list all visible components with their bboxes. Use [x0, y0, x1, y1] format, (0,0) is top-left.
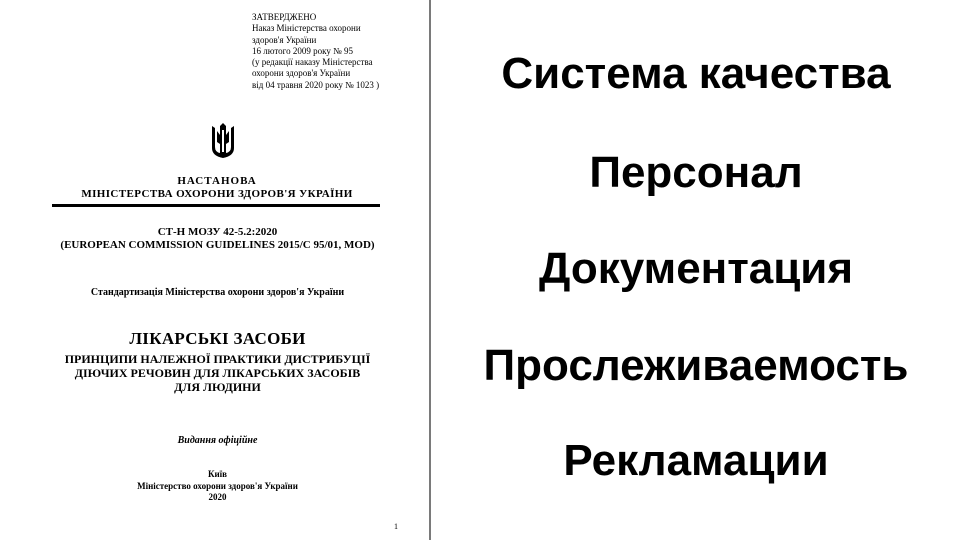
edition-label: Видання офіційне: [177, 435, 258, 446]
standard-code-line: (EUROPEAN COMMISSION GUIDELINES 2015/C 95/01, MOD): [60, 239, 375, 251]
approval-line: охорони здоров'я України: [252, 68, 351, 79]
subtitle-line: ДЛЯ ЛЮДИНИ: [174, 380, 261, 394]
publisher-block: [40, 469, 395, 504]
approval-line: здоров'я України: [252, 34, 317, 45]
topic-quality-system: Система качества: [501, 49, 891, 98]
trident-icon: [210, 122, 236, 160]
approval-line: Наказ Міністерства охорони: [252, 23, 361, 34]
approval-line: (у редакції наказу Міністерства: [252, 57, 373, 68]
approval-line: від 04 травня 2020 року № 1023 ): [252, 79, 380, 90]
publisher-city: Київ: [207, 469, 228, 479]
topic-personnel: Персонал: [589, 148, 803, 197]
topics-list: [432, 0, 960, 540]
standard-code-line: СТ-Н МОЗУ 42-5.2:2020: [157, 226, 278, 238]
topic-documentation: Документация: [538, 244, 854, 293]
page-divider: [429, 0, 431, 540]
approval-line: ЗАТВЕРДЖЕНО: [252, 12, 317, 22]
standard-code: [40, 226, 395, 252]
topic-complaints: Рекламации: [563, 436, 829, 485]
standardization-note: Стандартизація Міністерства охорони здоров'я України: [90, 287, 345, 298]
issuer-title-line: МІНІСТЕРСТВА ОХОРОНИ ЗДОРОВ'Я УКРАЇНИ: [81, 188, 353, 200]
publisher-org: Міністерство охорони здоров'я України: [137, 480, 298, 491]
subtitle-line: ДІЮЧИХ РЕЧОВИН ДЛЯ ЛІКАРСЬКИХ ЗАСОБІВ: [74, 366, 361, 380]
document-main-title: ЛІКАРСЬКІ ЗАСОБИ: [129, 329, 306, 348]
approval-stamp: [252, 12, 427, 91]
title-rule: [52, 204, 380, 207]
issuer-title-line: НАСТАНОВА: [177, 175, 257, 187]
issuer-title: [52, 175, 382, 201]
page-number: 1: [394, 522, 398, 531]
subtitle-line: ПРИНЦИПИ НАЛЕЖНОЇ ПРАКТИКИ ДИСТРИБУЦІЇ: [64, 352, 371, 366]
document-subtitle: [40, 352, 395, 394]
topic-traceability: Прослеживаемость: [483, 341, 909, 390]
document-page: [0, 0, 430, 540]
publisher-year: 2020: [208, 492, 227, 502]
approval-line: 16 лютого 2009 року № 95: [252, 45, 353, 56]
